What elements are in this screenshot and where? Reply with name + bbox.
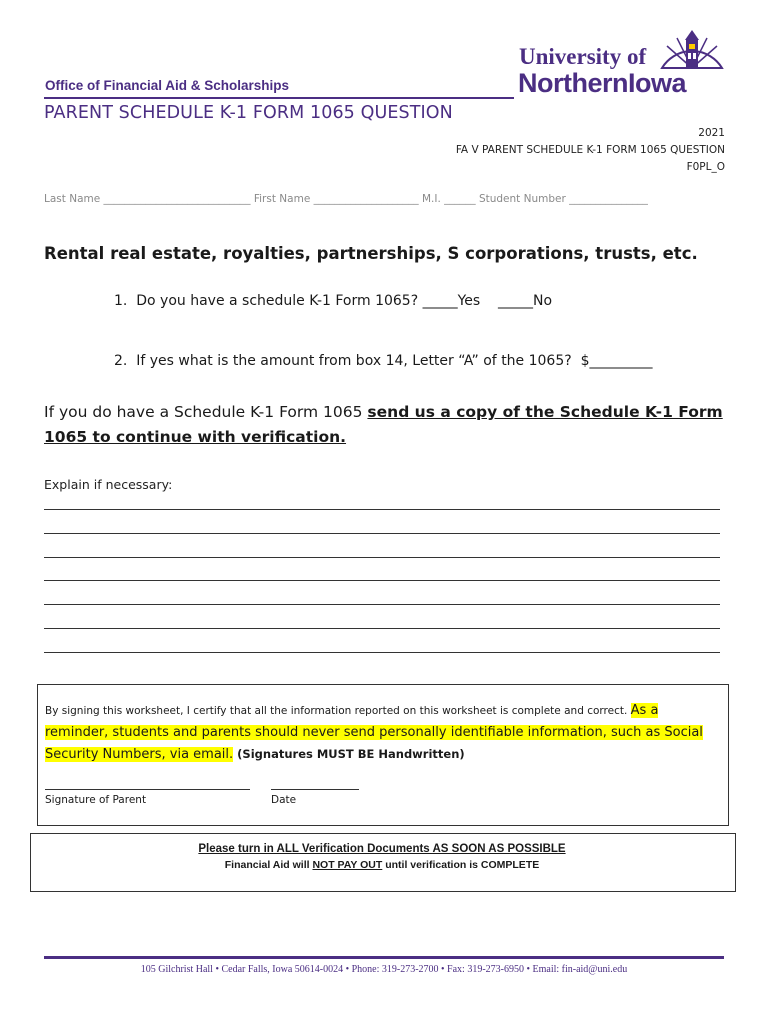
date-label: Date bbox=[271, 794, 297, 806]
explain-line[interactable] bbox=[44, 509, 720, 510]
footer-rule bbox=[44, 956, 724, 959]
instruction-paragraph bbox=[44, 400, 734, 450]
explain-line[interactable] bbox=[44, 557, 720, 558]
campanile-emblem-icon bbox=[662, 30, 722, 68]
turn-in-subtext-b: NOT PAY OUT bbox=[312, 859, 383, 871]
form-name: FA V PARENT SCHEDULE K-1 FORM 1065 QUESTION bbox=[455, 144, 725, 156]
footer-contact: 105 Gilchrist Hall • Cedar Falls, Iowa 50614-0024 • Phone: 319-273-2700 • Fax: 319-273-6950 • Email: fin-aid@uni.edu bbox=[140, 964, 628, 975]
office-name: Office of Financial Aid & Scholarships bbox=[45, 78, 290, 93]
explain-line[interactable] bbox=[44, 580, 720, 581]
page-title: PARENT SCHEDULE K-1 FORM 1065 QUESTION bbox=[44, 103, 453, 123]
turn-in-subtext-a: Financial Aid will bbox=[224, 859, 313, 871]
explain-line[interactable] bbox=[44, 533, 720, 534]
explain-line[interactable] bbox=[44, 652, 720, 653]
logo-text-line1: University of bbox=[519, 44, 647, 69]
form-year: 2021 bbox=[698, 127, 725, 139]
question-2[interactable]: 2. If yes what is the amount from box 14, Letter “A” of the 1065? $_________ bbox=[114, 353, 653, 369]
explain-line[interactable] bbox=[44, 628, 720, 629]
turn-in-subtext bbox=[30, 859, 734, 871]
explain-line[interactable] bbox=[44, 604, 720, 605]
form-code: F0PL_O bbox=[686, 161, 725, 173]
turn-in-subtext-c: until verification is COMPLETE bbox=[382, 859, 540, 871]
turn-in-heading: Please turn in ALL Verification Documents AS SOON AS POSSIBLE bbox=[198, 843, 566, 855]
date-line[interactable] bbox=[271, 789, 359, 790]
explain-label: Explain if necessary: bbox=[44, 477, 173, 492]
instruction-bold: send us a copy of the Schedule K-1 Form 1065 to continue with verification. bbox=[44, 403, 723, 446]
certification-text bbox=[45, 700, 720, 766]
header-rule bbox=[44, 97, 514, 99]
signature-label: Signature of Parent bbox=[45, 794, 147, 806]
section-heading: Rental real estate, royalties, partnerships, S corporations, trusts, etc. bbox=[44, 244, 698, 263]
reminder-highlight: As a reminder, students and parents should never send personally identifiable information, such as Social Security Numbers, via email. bbox=[45, 703, 703, 762]
signature-requirement: (Signatures MUST BE Handwritten) bbox=[233, 747, 465, 761]
parent-signature-line[interactable] bbox=[45, 789, 250, 790]
certification-statement: By signing this worksheet, I certify that all the information reported on this worksheet is complete and correct. bbox=[45, 705, 631, 717]
uni-logo bbox=[517, 26, 727, 94]
logo-text-line2: NorthernIowa bbox=[518, 68, 687, 94]
question-1[interactable]: 1. Do you have a schedule K-1 Form 1065? _____Yes _____No bbox=[114, 293, 553, 309]
student-name-fields[interactable]: Last Name ____________________________ First Name ____________________ M.I. ______ Student Number _______________ bbox=[44, 193, 648, 205]
instruction-plain: If you do have a Schedule K-1 Form 1065 bbox=[44, 403, 368, 421]
